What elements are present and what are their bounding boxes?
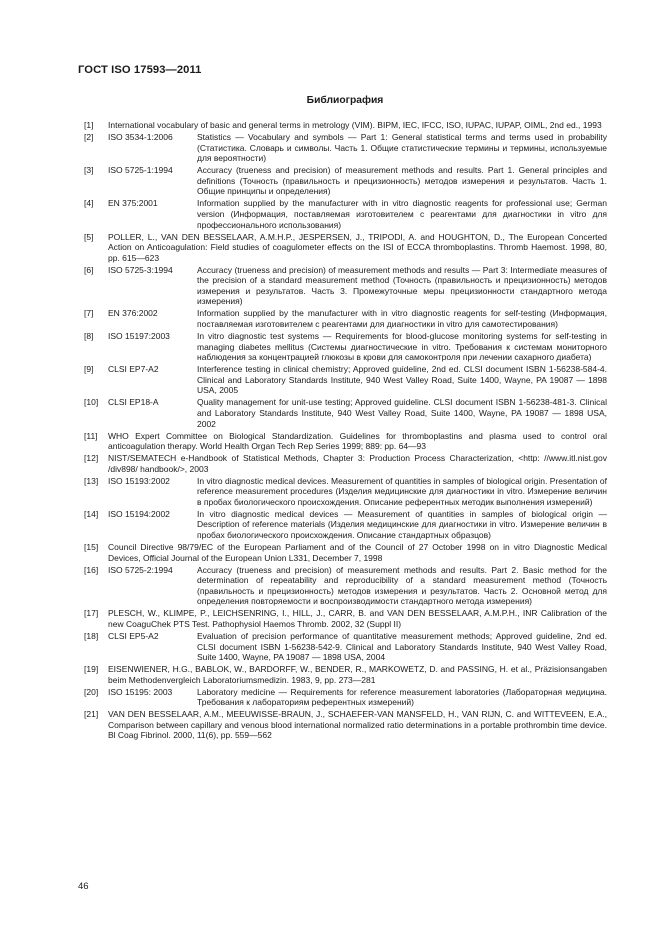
bibliography-entry <box>84 608 607 629</box>
entry-number: [7] <box>84 308 94 319</box>
entry-text: Information supplied by the manufacturer with in vitro diagnostic reagents for self-testing (Информация, поставляемая изготовителем с реагентами для диагностики in vitro для самотестирования) <box>197 308 607 330</box>
bibliography-entry <box>84 542 607 563</box>
entry-code: CLSI EP7-A2 <box>108 364 159 375</box>
bibliography-entry <box>84 631 607 663</box>
entry-code: CLSI EP18-A <box>108 397 159 408</box>
entry-number: [3] <box>84 165 94 176</box>
entry-text: Accuracy (trueness and precision) of measurement methods and results. Part 1. General principles and definitions (Точность (правильность и прецизионность) методов измерения и результатов. Часть 1. Общие принципы и определения) <box>197 165 607 197</box>
entry-number: [10] <box>84 397 99 408</box>
entry-number: [19] <box>84 664 99 675</box>
entry-text: POLLER, L., VAN DEN BESSELAAR, A.M.H.P., JESPERSEN, J., TRIPODI, A. and HOUGHTON, D., The European Concerted Action on Anticoagulation: Field studies of coagulometer effects on the ISI of ECCA thromboplastins. Thromb Haemost. 1998, 80, pp. 615—623 <box>108 231 607 263</box>
entry-number: [14] <box>84 508 99 519</box>
bibliography-entry <box>84 709 607 741</box>
entry-number: [15] <box>84 542 99 553</box>
bibliography-entry <box>84 198 607 230</box>
entry-text: In vitro diagnostic medical devices — Measurement of quantities in samples of biological origin — Description of reference materials (Изделия медицинские для диагностики in vitro. Измерение величин в пробах биологического происхождения. Описание стандартных образцов) <box>197 508 607 541</box>
entry-text: Accuracy (trueness and precision) of measurement methods and results — Part 3: Intermediate measures of the precision of a standard measurement method (Точность (правильность и прецизионность) методов измерения и результатов. Часть 3. Промежуточные меры прецизионности стандартного метода измерения) <box>197 264 607 307</box>
bibliography-entry <box>84 364 607 396</box>
bibliography-entry <box>84 565 607 607</box>
entry-text: Council Directive 98/79/EC of the European Parliament and of the Council of 27 October 1998 on in vitro Diagnostic Medical Devices, Official Journal of the European Union L331, December 7, 1998 <box>108 542 607 563</box>
entry-text: VAN DEN BESSELAAR, A.M., MEEUWISSE-BRAUN, J., SCHAEFER-VAN MANSFELD, H., VAN RIJN, C. and WITTEVEEN, E.A., Comparison between capillary and venous blood international normalized ratio determinations in a portable prothrombin time device. Bl Coag Fibrinol. 2000, 11(6), pp. 559—562 <box>108 709 607 741</box>
bibliography-entry <box>84 132 607 164</box>
entry-number: [18] <box>84 630 99 641</box>
entry-code: ISO 15195: 2003 <box>108 686 173 697</box>
entry-number: [11] <box>84 430 98 441</box>
entry-number: [1] <box>84 120 94 130</box>
entry-number: [8] <box>84 331 94 342</box>
entry-code: EN 376:2002 <box>108 308 158 319</box>
bibliography-entry <box>84 687 607 708</box>
entry-text: WHO Expert Committee on Biological Standardization. Guidelines for thromboplastins and plasma used to control oral anticoagulation therapy. World Health Organ Tech Rep Series 1999; 889: pp. 64—93 <box>108 430 607 452</box>
entry-code: ISO 5725-1:1994 <box>108 165 173 176</box>
page-number: 46 <box>78 881 89 892</box>
bibliography-list <box>84 120 607 742</box>
entry-number: [4] <box>84 198 94 209</box>
entry-code: ISO 15197:2003 <box>108 331 170 342</box>
entry-code: ISO 15194:2002 <box>108 508 170 519</box>
bibliography-entry <box>84 453 607 474</box>
entry-text: Statistics — Vocabulary and symbols — Part 1: General statistical terms and terms used in probability (Статистика. Словарь и символы. Часть 1. Общие статистические термины и термины, используемые для вероятности) <box>197 131 607 164</box>
bibliography-entry <box>84 265 607 307</box>
bibliography-entry <box>84 664 607 685</box>
bibliography-entry <box>84 120 607 131</box>
entry-text: Accuracy (trueness and precision) of measurement methods and results. Part 2. Basic method for the determination of repeatability and reproducibility of a standard measurement method (Точность (правильность и прецизионность) методов измерения и результатов. Часть 2. Основной метод для определения повторяемости и воспроизводимости стандартного метода измерения) <box>197 564 607 607</box>
entry-number: [5] <box>84 231 94 242</box>
bibliography-entry <box>84 308 607 329</box>
entry-number: [6] <box>84 264 94 275</box>
entry-code: ISO 3534-1:2006 <box>108 131 173 142</box>
bibliography-entry <box>84 397 607 429</box>
entry-number: [21] <box>84 709 99 720</box>
entry-text: International vocabulary of basic and general terms in metrology (VIM). BIPM, IEC, IFCC, ISO, IUPAC, IUPAP, OIML, 2nd ed., 1993 <box>108 120 602 130</box>
bibliography-entry <box>84 331 607 363</box>
entry-number: [20] <box>84 686 99 697</box>
standard-header: ГОСТ ISO 17593—2011 <box>78 64 202 76</box>
entry-text: NIST/SEMATECH e-Handbook of Statistical Methods, Chapter 3: Production Process Characterization, <http: //www.itl.nist.gov /div898/ handbook/>, 2003 <box>108 453 607 474</box>
entry-number: [2] <box>84 131 94 142</box>
entry-number: [17] <box>84 608 99 619</box>
entry-text: Interference testing in clinical chemistry; Approved guideline, 2nd ed. CLSI document ISBN 1-56238-584-4. Clinical and Laboratory Standards Institute, 940 West Valley Road, Suite 1400, Wayne, PA 19087 — 1898 USA, 2005 <box>197 364 607 396</box>
entry-text: In vitro diagnostic test systems — Requirements for blood-glucose monitoring systems for self-testing in managing diabetes mellitus (Системы диагностические in vitro. Требования к системам мониторного наблюдения за концентрацией глюкозы в крови для самоконтроля при лечении сахарного диабета) <box>197 331 607 363</box>
entry-number: [13] <box>84 475 99 486</box>
bibliography-entry <box>84 165 607 197</box>
bibliography-entry <box>84 232 607 264</box>
entry-code: CLSI EP5-A2 <box>108 630 159 641</box>
entry-number: [16] <box>84 564 99 575</box>
entry-code: ISO 5725-3:1994 <box>108 264 173 275</box>
bibliography-entry <box>84 431 607 452</box>
entry-text: Evaluation of precision performance of quantitative measurement methods; Approved guideline, 2nd ed. CLSI document ISBN 1-56238-542-9. Clinical and Laboratory Standards Institute, 940 West Valley Road, Suite 1400, Wayne, PA 19087 — 1898 USA, 2004 <box>197 630 607 663</box>
entry-code: EN 375:2001 <box>108 198 158 209</box>
entry-code: ISO 5725-2:1994 <box>108 564 173 575</box>
bibliography-entry <box>84 476 607 508</box>
entry-code: ISO 15193:2002 <box>108 475 170 486</box>
entry-number: [9] <box>84 364 94 375</box>
entry-text: PLESCH, W., KLIMPE, P., LEICHSENRING, I., HILL, J., CARR, B. and VAN DEN BESSELAAR, A.M.P.H., INR Calibration of the new CoaguChek PTS Test. Pathophysiol Haemos Thromb. 2002, 32 (Suppl II) <box>108 608 607 629</box>
entry-text: In vitro diagnostic medical devices. Measurement of quantities in samples of biological origin. Presentation of reference measurement procedures (Изделия медицинские для диагностики in vitro. Измерение величин в пробах биологического происхождения. Описание референтных методик выполнения измерений) <box>197 475 607 507</box>
entry-number: [12] <box>84 453 99 464</box>
page-title: Библиография <box>306 95 384 106</box>
entry-text: EISENWIENER, H.G., BABLOK, W., BARDORFF, W., BENDER, R., MARKOWETZ, D. and PASSING, H. et al., Präzisionsangaben beim Methodenvergleich Laboratoriumsmedizin. 1983, 9, pp. 273—281 <box>108 664 607 685</box>
entry-text: Information supplied by the manufacturer with in vitro diagnostic reagents for professional use; German version (Информация, поставляемая изготовителем с реагентами для диагностики in vitro для профессионального использования) <box>197 198 607 230</box>
entry-text: Quality management for unit-use testing; Approved guideline. CLSI document ISBN 1-56238-481-3. Clinical and Laboratory Standards Institute, 940 West Valley Road, Suite 1400, Wayne, PA 19087 — 1898 USA, 2002 <box>197 397 607 429</box>
entry-text: Laboratory medicine — Requirements for reference measurement laboratories (Лабораторная медицина. Требования к лабораториям референтных измерений) <box>197 686 607 708</box>
bibliography-entry <box>84 509 607 541</box>
